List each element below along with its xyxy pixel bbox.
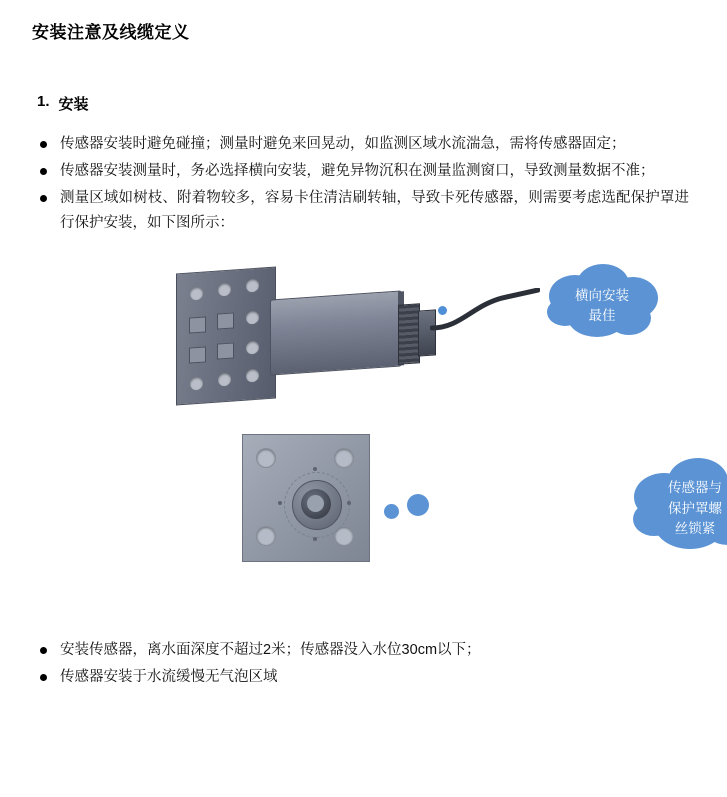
list-item: 测量区域如树枝、附着物较多，容易卡住清洁刷转轴，导致卡死传感器，则需要考虑选配保护罩进行保护安装，如下图所示：: [32, 186, 695, 236]
callout-screw-tighten: [620, 453, 727, 565]
section-title: 安装: [58, 96, 89, 113]
callout-line-1: 横向安装: [575, 287, 629, 303]
list-item: 安装传感器，离水面深度不超过2米；传感器没入水位30cm以下；: [32, 638, 695, 663]
install-depth-list: [32, 638, 695, 690]
figure-side-view: [142, 260, 629, 420]
document-page: [0, 18, 727, 797]
callout-horizontal-install: [537, 260, 667, 352]
protective-cover-plate-side: [176, 266, 276, 405]
sensor-body: [270, 290, 402, 375]
callout-line-2: 最佳: [588, 307, 616, 323]
callout-line-3: 丝锁紧: [674, 520, 716, 536]
sensor-threaded-collar: [398, 303, 420, 365]
page-title: 安装注意及线缆定义: [32, 23, 190, 42]
protective-cover-plate-front: [242, 434, 370, 562]
callout-bubble-small: [384, 504, 399, 519]
cable-endpoint-dot: [438, 306, 447, 315]
list-item: 传感器安装于水流缓慢无气泡区域: [32, 665, 695, 690]
list-item: 传感器安装测量时，务必选择横向安装，避免异物沉积在测量监测窗口，导致测量数据不准；: [32, 159, 695, 184]
install-notes-list: [32, 132, 695, 236]
callout-line-1: 传感器与: [668, 480, 722, 496]
section-heading-install: [37, 93, 695, 114]
sensor-lens-center: [307, 495, 324, 512]
list-item: 传感器安装时避免碰撞；测量时避免来回晃动，如监测区域水流湍急，需将传感器固定；: [32, 132, 695, 157]
section-number: 1.: [37, 93, 50, 110]
figure-front-view: [232, 428, 722, 608]
callout-bubble-medium: [407, 494, 429, 516]
installation-figure: [32, 250, 722, 620]
callout-line-2: 保护罩螺: [668, 500, 722, 516]
